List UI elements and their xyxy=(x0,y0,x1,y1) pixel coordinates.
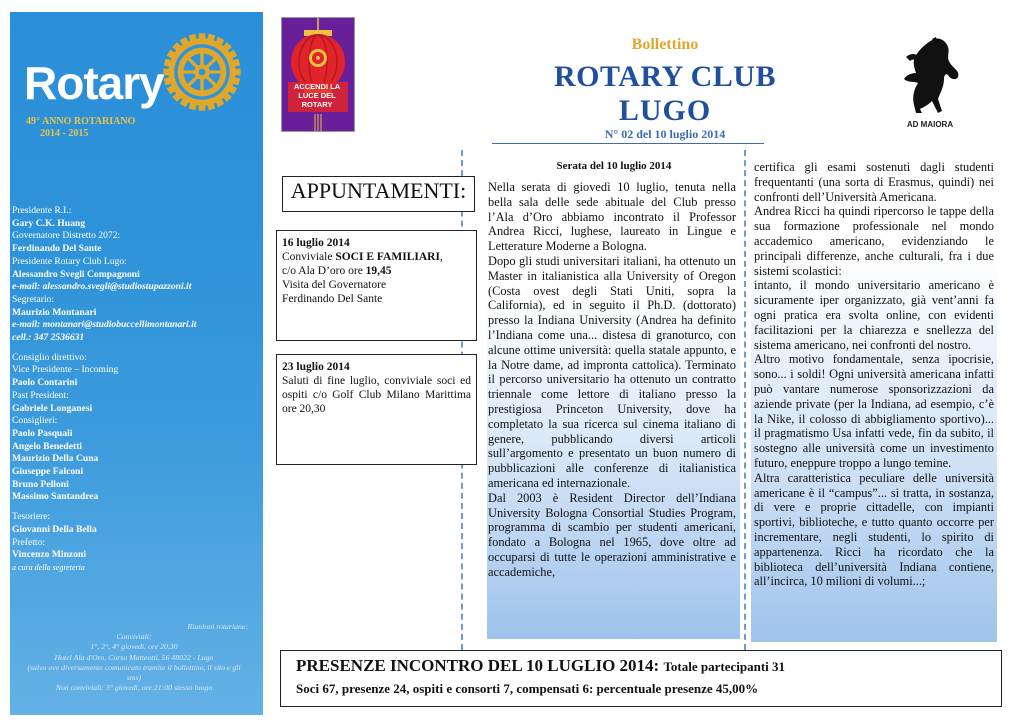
club-title-line-2: LUGO xyxy=(618,94,712,127)
rotary-year-label: 49° ANNO ROTARIANO xyxy=(26,116,136,127)
officer-line: Paolo Contarini xyxy=(12,377,78,389)
officer-line: Giovanni Della Bella xyxy=(12,523,97,535)
article-paragraph: Dopo gli studi universitari italiani, ha ottenuto un Master in italianistica alla University of Oregon (Costa ovest degli Stati Uniti, sopra la California), ed in seguito il Ph.D. (dottorato) presso la Indiana University (Andrea ha definito l’Indiana come una... distesa di granoturco, con alcune ottime università: quella statale appunto, e la Notre dame, ad impronta cattolica). Terminato il percorso universitario ha ottenuto un contratto triennale come lettore di italiano presso la prestigiosa Princeton University, dove ha completato la sua ricerca sul cinema italiano di genere, pubblicando diversi articoli sull’argomento e presentato un buon numero di pubblicazioni alle conferenze di italianistica americana ed internazionale. xyxy=(488,253,736,490)
bollettino-label: Bollettino xyxy=(631,36,699,53)
officer-line: Maurizio Montanari xyxy=(12,306,97,318)
attendance-details: Soci 67, presenze 24, ospiti e consorti 7, compensati 6: percentuale presenze 45,00% xyxy=(296,681,759,696)
event-1-venue-text: c/o Ala D’oro ore xyxy=(282,265,366,277)
rotary-years: 2014 - 2015 xyxy=(40,128,89,139)
meeting-line: Conviviali: xyxy=(116,632,152,642)
article-paragraph: Altro motivo fondamentale, senza ipocrisie, sono... i soldi! Ogni università americana infatti può vantare numerose sponsorizzazioni da aziende private (per la Indiana, ad esempio, c’è la Nike, il colosso di abbigliamento sportivo)... il pragmatismo Usa infatti vede, fin da subito, il sostegno alle università come un investimento futuro, eneppure troppo a lungo temine. xyxy=(754,352,994,470)
event-1-time: 19,45 xyxy=(365,265,392,277)
officer-line: Angelo Benedetti xyxy=(12,440,83,452)
event-1-venue xyxy=(282,264,471,278)
officer-line: Past President: xyxy=(12,389,69,401)
rotary-wordmark: Rotary xyxy=(24,57,164,109)
meeting-line: 1°, 2°, 4° giovedì, ore 20,30 xyxy=(90,642,178,652)
issue-number: N° 02 del 10 luglio 2014 xyxy=(604,127,726,141)
officer-line: Governatore Distretto 2072: xyxy=(12,230,121,242)
rearing-horse-icon xyxy=(894,35,964,115)
officer-line: Alessandro Svegli Compagnoni xyxy=(12,268,140,280)
club-title-line-1: ROTARY CLUB xyxy=(554,60,776,93)
article-paragraph: certifica gli esami sostenuti dagli studenti frequentanti (una sorta di Erasmus, quindi) nei confronti dell’Università Americana. xyxy=(754,160,994,204)
officer-line: a cura della segreteria xyxy=(12,562,85,572)
column-separator-right xyxy=(744,150,746,650)
event-1-line-3: Visita del Governatore xyxy=(282,279,387,291)
officer-line: cell.: 347 2536631 xyxy=(12,332,85,344)
article-paragraph: Altra caratteristica peculiare delle università americane è il “campus”... si tratta, in sostanza, di vere e proprie cittadelle, con impianti sportivi, biblioteche, e tutto quanto occorre per incrementare, negli studenti, lo spirito di appartenenza. Ricci ha ricordato che la biblioteca dell’università Indiana contiene, all’incirca, 10 milioni di volumi...; xyxy=(754,470,994,589)
officer-line: Ferdinando Del Sante xyxy=(12,243,102,255)
officer-line: Gary C.K. Huang xyxy=(12,217,86,229)
officer-line: Tesoriere: xyxy=(12,511,51,523)
issue-underline xyxy=(492,143,764,144)
article-paragraph: Andrea Ricci ha quindi ripercorso le tappe della sua formazione professionale nel mondo accademico americano, evidenziando le principali differenze, anche culturali, fra i due sistemi scolastici: xyxy=(754,204,994,278)
article-paragraph: Dal 2003 è Resident Director dell’Indiana University Bologna Consortial Studies Program, programma di scambio per studenti americani, fondato a Bologna nel 1965, dove oltre ad occuparsi di tutte le operazioni amministrative e accademiche, xyxy=(488,490,736,579)
event-1-highlight: SOCI E FAMILIARI xyxy=(335,251,440,263)
motto: AD MAIORA xyxy=(906,120,954,129)
officer-line: Vincenzo Minzoni xyxy=(12,549,86,561)
meeting-line: Non conviviali: 3° giovedì, ore 21:00 stesso luogo xyxy=(55,683,213,693)
officer-line: Presidente Rotary Club Lugo: xyxy=(12,255,127,267)
event-1-line-4: Ferdinando Del Sante xyxy=(282,293,383,305)
officer-line: Giuseppe Falconi xyxy=(12,466,84,478)
appointments-title: APPUNTAMENTI: xyxy=(290,178,467,203)
officer-line: Presidente R.I.: xyxy=(12,205,72,216)
officer-line: Vice Presidente – Incoming xyxy=(12,364,119,376)
attendance-heading: PRESENZE INCONTRO DEL 10 LUGLIO 2014: xyxy=(296,656,660,675)
poster-caption xyxy=(290,82,344,109)
officer-line: Prefetto: xyxy=(12,536,46,548)
officer-line: Paolo Pasquali xyxy=(12,427,73,439)
meeting-line: Hotel Ala d'Oro, Corso Matteotti, 56 48022 - Lugo xyxy=(54,652,214,662)
officer-line: Bruno Pelloni xyxy=(12,478,69,490)
attendance-title xyxy=(296,656,785,676)
event-box-1 xyxy=(276,230,477,341)
attendance-total: Totale partecipanti 31 xyxy=(663,659,786,674)
event-1-date: 16 luglio 2014 xyxy=(282,237,350,249)
poster-line-2: LUCE DEL ROTARY xyxy=(298,91,336,109)
officers-list xyxy=(12,205,252,575)
officer-line: Consiglio direttivo: xyxy=(12,351,87,363)
officers-spacer xyxy=(12,345,252,352)
article-right-column xyxy=(754,160,994,589)
meeting-line: Riunioni rotariane: xyxy=(187,622,248,631)
event-1-pre: Conviviale xyxy=(282,251,336,263)
article-middle-column xyxy=(488,180,736,580)
meeting-line: (salvo ove diversamente comunicato tramite il bollettino, il sito e gli sms) xyxy=(27,662,241,683)
lantern-poster-image xyxy=(281,17,355,132)
event-1-post: , xyxy=(439,251,443,263)
event-2-text: Saluti di fine luglio, conviviale soci ed ospiti c/o Golf Club Milano Marittima ore 20,30 xyxy=(282,375,471,415)
officer-line: Maurizio Della Cuna xyxy=(12,453,99,465)
article-paragraph: intanto, il mondo universitario americano è sicuramente iper organizzato, già vent’anni fa ogni pratica era svolta online, con evidenti facilitazioni per la chiarezza e snellezza del sistema americano, nei confronti del nostro. xyxy=(754,278,994,352)
officer-line: e-mail: montanari@studiobuccellimontanari.it xyxy=(12,319,197,331)
event-2-date: 23 luglio 2014 xyxy=(282,361,350,373)
officers-spacer xyxy=(12,504,252,511)
event-1-line xyxy=(282,250,471,264)
officer-line: Massimo Santandrea xyxy=(12,491,99,503)
officer-line: Gabriele Longanesi xyxy=(12,402,93,414)
event-box-2 xyxy=(276,354,477,465)
article-heading: Serata del 10 luglio 2014 xyxy=(556,160,672,172)
officer-line: e-mail: alessandro.svegli@studiostupazzoni.it xyxy=(12,281,192,293)
meetings-info xyxy=(20,622,248,693)
poster-line-1: ACCENDI LA xyxy=(293,82,341,91)
article-paragraph: Nella serata di giovedì 10 luglio, tenuta nella bella sala delle sede abituale del Club presso l’Ala d’Oro abbiamo incontrato il Professor Andrea Ricci, lughese, laureato in Lingue e Letterature Moderne a Bologna. xyxy=(488,180,736,254)
officer-line: Consiglieri: xyxy=(12,415,58,427)
rotary-wheel-logo-icon xyxy=(160,30,244,114)
officer-line: Segretario: xyxy=(12,293,55,305)
